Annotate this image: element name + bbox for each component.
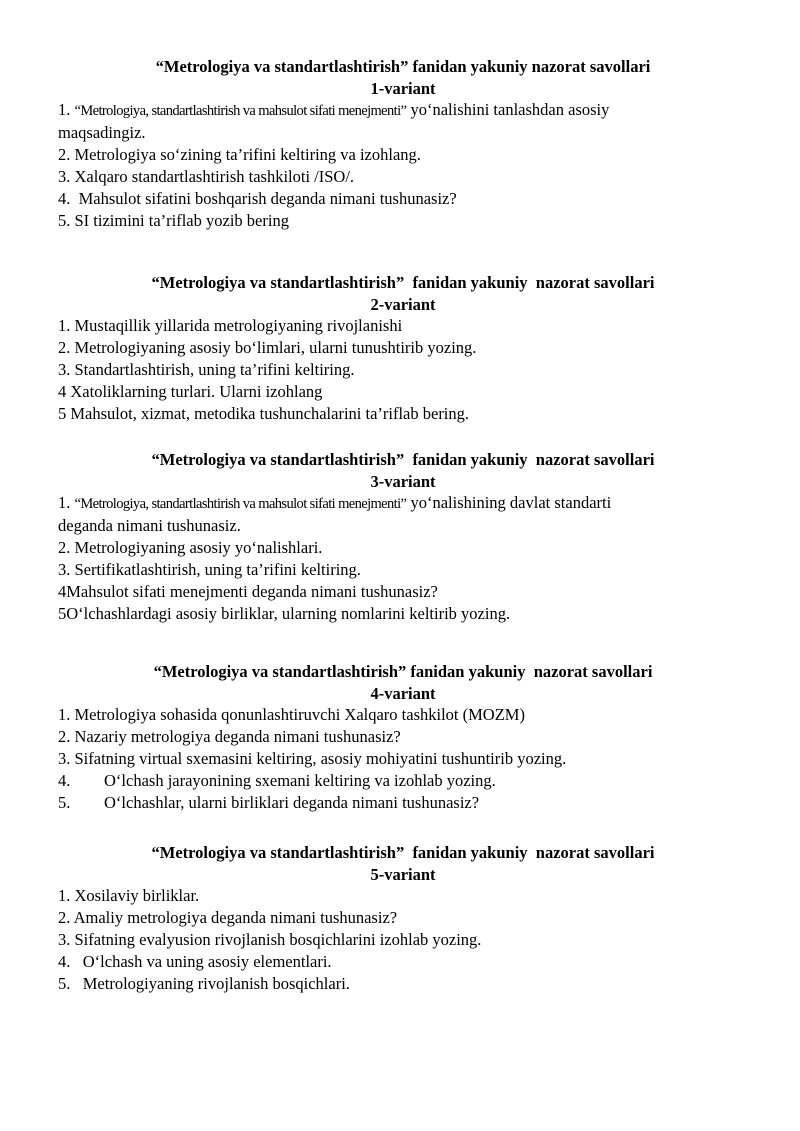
question-1: 1. Mustaqillik yillarida metrologiyaning rivojlanishi — [58, 316, 403, 335]
question-text: yo‘nalishini tanlashdan asosiy — [406, 100, 610, 119]
question-text: O‘lchash jarayonining sxemani keltiring va izohlab yozing. — [104, 771, 496, 790]
question-number: 5. — [58, 793, 71, 812]
section-title: “Metrologiya va standartlashtirish” fanidan yakuniy nazorat savollari — [151, 450, 655, 469]
program-name: “Metrologiya, standartlashtirish va mahsulot sifati menejmenti” — [74, 496, 407, 512]
variant-label: 1-variant — [370, 79, 436, 98]
variant-3-section — [58, 449, 748, 625]
question-number: 1. — [58, 100, 75, 119]
question-1: 1. Metrologiya sohasida qonunlashtiruvchi Xalqaro tashkilot (MOZM) — [58, 705, 525, 724]
question-2: 2. Metrologiyaning asosiy bo‘limlari, ularni tunushtirib yozing. — [58, 338, 477, 357]
question-4: 4. Mahsulot sifatini boshqarish deganda nimani tushunasiz? — [58, 189, 457, 208]
section-title: “Metrologiya va standartlashtirish” fanidan yakuniy nazorat savollari — [151, 843, 655, 862]
question-2: 2. Metrologiya so‘zining ta’rifini keltiring va izohlang. — [58, 145, 421, 164]
question-3: 3. Standartlashtirish, uning ta’rifini keltiring. — [58, 360, 355, 379]
question-4 — [58, 770, 748, 792]
variant-5-section — [58, 842, 748, 995]
document-page — [58, 56, 748, 995]
question-2: 2. Metrologiyaning asosiy yo‘nalishlari. — [58, 538, 323, 557]
program-name: “Metrologiya, standartlashtirish va mahsulot sifati menejmenti” — [74, 103, 407, 119]
question-5: 5. SI tizimini ta’riflab yozib bering — [58, 211, 289, 230]
variant-label: 2-variant — [370, 295, 436, 314]
question-1-continued: maqsadingiz. — [58, 123, 146, 142]
section-title: “Metrologiya va standartlashtirish” fanidan yakuniy nazorat savollari — [151, 273, 655, 292]
question-5 — [58, 792, 748, 814]
question-1 — [58, 99, 748, 122]
question-4: 4 Xatoliklarning turlari. Ularni izohlang — [58, 382, 323, 401]
question-4: 4. O‘lchash va uning asosiy elementlari. — [58, 952, 332, 971]
section-title: “Metrologiya va standartlashtirish” fanidan yakuniy nazorat savollari — [153, 662, 653, 681]
variant-2-section — [58, 272, 748, 425]
question-3: 3. Sertifikatlashtirish, uning ta’rifini keltiring. — [58, 560, 361, 579]
section-title: “Metrologiya va standartlashtirish” fanidan yakuniy nazorat savollari — [155, 57, 651, 76]
variant-label: 3-variant — [370, 472, 436, 491]
question-5: 5O‘lchashlardagi asosiy birliklar, ularning nomlarini keltirib yozing. — [58, 604, 511, 623]
question-2: 2. Nazariy metrologiya deganda nimani tushunasiz? — [58, 727, 401, 746]
question-1 — [58, 492, 748, 515]
variant-label: 4-variant — [370, 684, 436, 703]
question-text: yo‘nalishining davlat standarti — [406, 493, 612, 512]
variant-label: 5-variant — [370, 865, 436, 884]
question-3: 3. Xalqaro standartlashtirish tashkiloti /ISO/. — [58, 167, 355, 186]
question-4: 4Mahsulot sifati menejmenti deganda nimani tushunasiz? — [58, 582, 438, 601]
question-1: 1. Xosilaviy birliklar. — [58, 886, 200, 905]
question-3: 3. Sifatning virtual sxemasini keltiring, asosiy mohiyatini tushuntirib yozing. — [58, 749, 567, 768]
question-number: 4. — [58, 771, 71, 790]
question-1-continued: deganda nimani tushunasiz. — [58, 516, 241, 535]
variant-1-section — [58, 56, 748, 232]
variant-4-section — [58, 661, 748, 814]
question-2: 2. Amaliy metrologiya deganda nimani tushunasiz? — [58, 908, 398, 927]
question-text: O‘lchashlar, ularni birliklari deganda nimani tushunasiz? — [104, 793, 480, 812]
question-number: 1. — [58, 493, 75, 512]
question-3: 3. Sifatning evalyusion rivojlanish bosqichlarini izohlab yozing. — [58, 930, 482, 949]
question-5: 5 Mahsulot, xizmat, metodika tushunchalarini ta’riflab bering. — [58, 404, 470, 423]
question-5: 5. Metrologiyaning rivojlanish bosqichlari. — [58, 974, 350, 993]
